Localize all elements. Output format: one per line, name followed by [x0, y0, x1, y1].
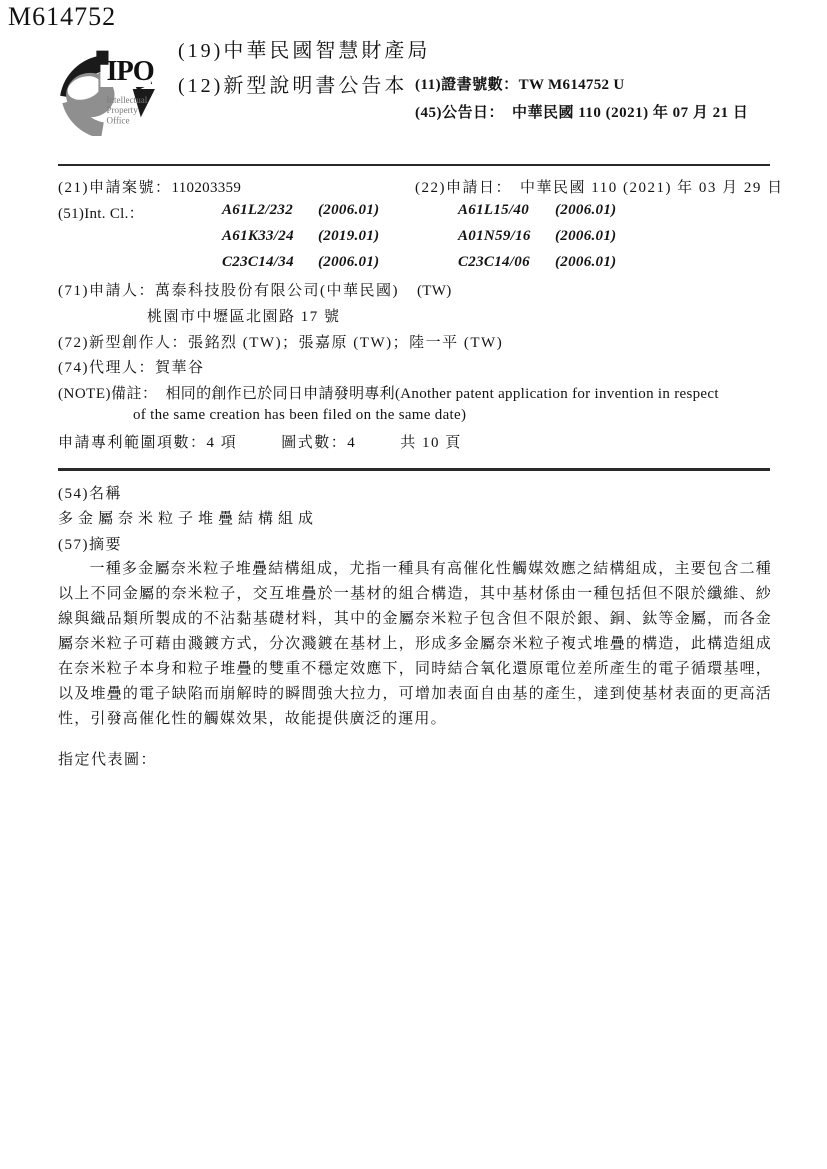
representative-figure-label: 指定代表圖：	[58, 752, 158, 768]
int-cl-version: (2006.01)	[555, 202, 617, 218]
application-number-line	[58, 176, 241, 197]
counts-line	[58, 431, 462, 452]
cert-number-label: (11)證書號數：	[415, 77, 519, 93]
applicant-name: 萬泰科技股份有限公司(中華民國)	[155, 283, 399, 299]
filing-date-value: 中華民國 110 (2021) 年 03 月 29 日	[520, 180, 784, 196]
publication-date-label: (45)公告日：	[415, 105, 504, 121]
abstract-section-label: (57)摘要	[58, 537, 122, 553]
int-cl-label: (51)Int. Cl.：	[58, 206, 144, 222]
int-cl-code: A61K33/24	[222, 228, 294, 244]
applicant-address: 桃園市中壢區北園路 17 號	[147, 309, 341, 325]
note-text-1: 相同的創作已於同日申請發明專利(Another patent application for invention in respect	[165, 386, 719, 402]
doc-number: M614752	[8, 2, 117, 31]
tipo-logo-icon	[56, 42, 162, 136]
publication-date-value: 中華民國 110 (2021) 年 07 月 21 日	[512, 105, 749, 121]
tipo-logo-graphic	[56, 42, 162, 136]
int-cl-code: A61L2/232	[222, 202, 294, 218]
logo-caption-line3: Office	[106, 115, 130, 126]
agent-label: (74)代理人：	[58, 360, 155, 376]
invention-title: 多金屬奈米粒子堆疊結構組成	[58, 511, 319, 527]
applicant-country: (TW)	[417, 283, 452, 299]
claims-count: 申請專利範圍項數：4 項	[58, 435, 238, 451]
applicant-label: (71)申請人：	[58, 283, 155, 299]
int-cl-version: (2006.01)	[318, 202, 380, 218]
pages-count: 共 10 頁	[400, 435, 462, 451]
logo-acronym: IPO	[106, 55, 154, 87]
authority-line: (19)中華民國智慧財產局	[178, 40, 431, 62]
filing-date-line	[415, 176, 784, 197]
inventors-label: (72)新型創作人：	[58, 335, 188, 351]
logo-caption-line1: Intellectual	[106, 95, 148, 106]
application-number-value: 110203359	[171, 180, 242, 196]
top-divider	[58, 164, 770, 166]
int-cl-version: (2019.01)	[318, 228, 380, 244]
note-label: (NOTE)備註：	[58, 386, 158, 402]
application-number-label: (21)申請案號：	[58, 180, 172, 196]
agent-value: 賀華谷	[155, 360, 205, 376]
figures-count: 圖式數：4	[281, 435, 357, 451]
abstract-text: 一種多金屬奈米粒子堆疊結構組成，尤指一種具有高催化性觸媒效應之結構組成，主要包含二種以上不同金屬的奈米粒子，交互堆疊於一基材的組合構造，其中基材係由一種包括但不限於纖維、紗線與織品類所製成的不沾黏基礎材料，其中的金屬奈米粒子包含但不限於銀、銅、鈦等金屬，而各金屬奈米粒子可藉由濺鍍方式，分次濺鍍在基材上，形成多金屬奈米粒子複式堆疊的構造，此構造組成在奈米粒子本身和粒子堆疊的雙重不穩定效應下，同時結合氧化還原電位差所產生的電子循環基哩，以及堆疊的電子缺陷而崩解時的瞬間強大拉力，可增加表面自由基的產生，達到使基材表面的更高活性，引發高催化性的觸媒效果，故能提供廣泛的運用。	[58, 561, 772, 727]
document-kind-line: (12)新型說明書公告本	[178, 75, 408, 97]
logo-caption-line2: Property	[106, 105, 138, 116]
section-divider	[58, 468, 770, 471]
int-cl-version: (2006.01)	[318, 254, 380, 270]
publication-date-line	[415, 101, 748, 122]
inventors-line	[58, 331, 503, 352]
note-line-2: of the same creation has been filed on the same date)	[133, 407, 467, 423]
int-cl-code: C23C14/06	[458, 254, 530, 270]
int-cl-version: (2006.01)	[555, 228, 617, 244]
inventors-value: 張銘烈 (TW)；張嘉原 (TW)；陸一平 (TW)	[188, 335, 504, 351]
title-section-label: (54)名稱	[58, 486, 122, 502]
int-cl-code: A61L15/40	[458, 202, 530, 218]
int-cl-code: C23C14/34	[222, 254, 294, 270]
cert-number-line	[415, 73, 625, 94]
int-cl-code: A01N59/16	[458, 228, 531, 244]
note-line-1	[58, 382, 719, 403]
agent-line	[58, 356, 205, 377]
applicant-line	[58, 279, 452, 300]
int-cl-version: (2006.01)	[555, 254, 617, 270]
filing-date-label: (22)申請日：	[415, 180, 512, 196]
cert-number-value: TW M614752 U	[518, 77, 625, 93]
